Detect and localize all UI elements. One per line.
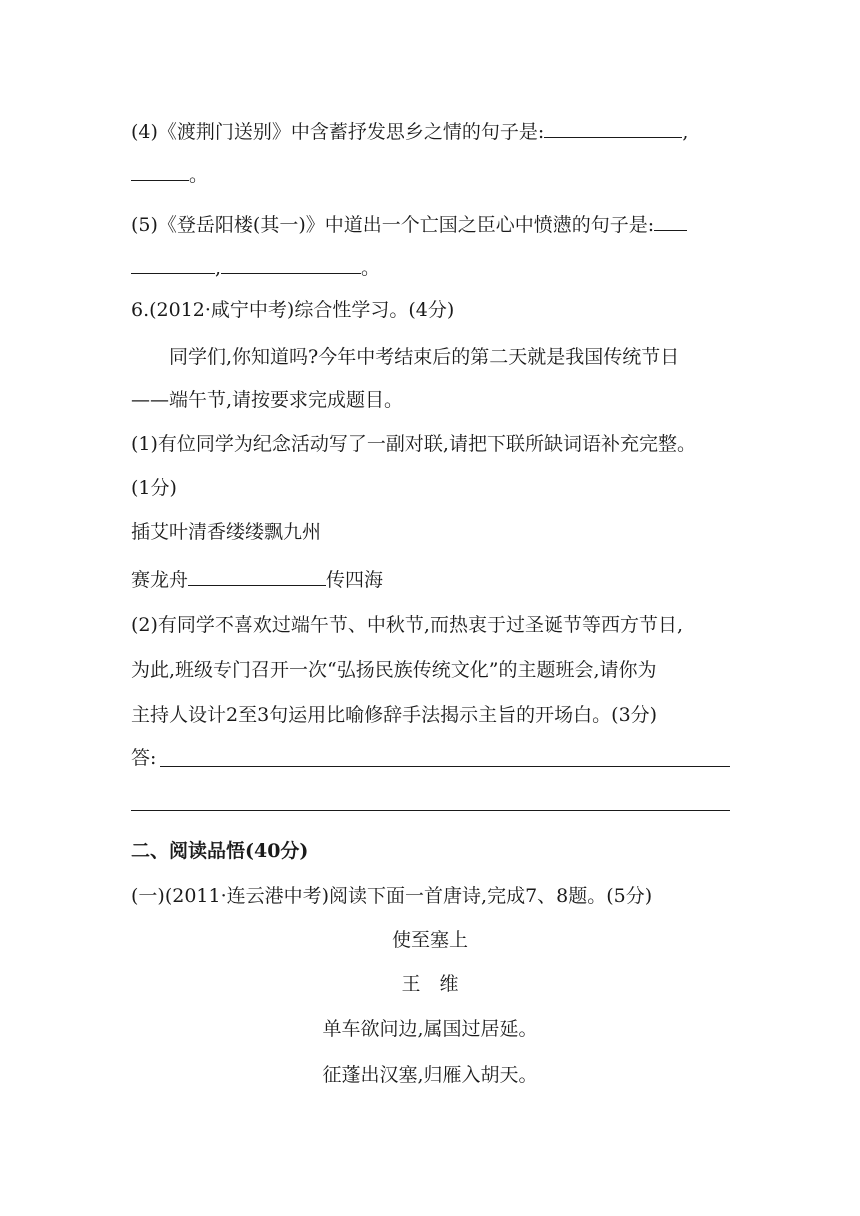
q6-part2-line2: 为此,班级专门召开一次“弘扬民族传统文化”的主题班会,请你为 (131, 659, 657, 681)
q6-part1-line2: (1分) (131, 477, 177, 499)
q6-intro-line2: ——端午节,请按要求完成题目。 (131, 389, 404, 411)
poem-author: 王 维 (401, 973, 459, 995)
q4-blank-1[interactable] (544, 117, 682, 138)
couplet-lower (131, 565, 383, 593)
q5-blank-1a[interactable] (654, 210, 687, 231)
poem-line-2: 征蓬出汉塞,归雁入胡天。 (322, 1064, 538, 1086)
q5-blank-2[interactable] (221, 253, 361, 274)
q5-end: 。 (361, 257, 381, 279)
q5-line2 (131, 253, 380, 281)
couplet-blank[interactable] (188, 565, 326, 586)
q5-comma: , (215, 257, 222, 279)
q6-heading: 6.(2012·咸宁中考)综合性学习。(4分) (131, 299, 455, 321)
answer-blank-1[interactable] (160, 766, 730, 767)
couplet-lower-end: 传四海 (326, 569, 384, 591)
answer-line (131, 745, 156, 771)
q4-line1 (131, 117, 688, 145)
q5-text: (5)《登岳阳楼(其一)》中道出一个亡国之臣心中愤懑的句子是: (131, 214, 655, 236)
poem-line-1: 单车欲问边,属国过居延。 (322, 1018, 538, 1040)
poem-title: 使至塞上 (391, 929, 468, 951)
q6-part2-line3: 主持人设计2至3句运用比喻修辞手法揭示主旨的开场白。(3分) (131, 704, 658, 726)
couplet-upper: 插艾叶清香缕缕飘九州 (131, 521, 322, 543)
couplet-lower-start: 赛龙舟 (131, 569, 189, 591)
q6-part1-line1: (1)有位同学为纪念活动写了一副对联,请把下联所缺词语补充完整。 (131, 433, 696, 455)
q4-comma: , (682, 121, 689, 143)
section2-title: 二、阅读品悟(40分) (131, 840, 309, 862)
answer-blank-2[interactable] (131, 810, 730, 811)
q4-blank-2[interactable] (131, 160, 189, 181)
q6-part2-line1: (2)有同学不喜欢过端午节、中秋节,而热衷于过圣诞节等西方节日, (131, 614, 683, 636)
q4-end: 。 (189, 164, 209, 186)
q4-text: (4)《渡荆门送别》中含蓄抒发思乡之情的句子是: (131, 121, 545, 143)
answer-label: 答: (131, 747, 157, 769)
q5-blank-1b[interactable] (131, 253, 215, 274)
q4-line2 (131, 160, 208, 188)
section2-sub1: (一)(2011·连云港中考)阅读下面一首唐诗,完成7、8题。(5分) (131, 885, 653, 907)
q6-intro-line1: 同学们,你知道吗?今年中考结束后的第二天就是我国传统节日 (169, 346, 680, 368)
q5-line1 (131, 210, 687, 238)
